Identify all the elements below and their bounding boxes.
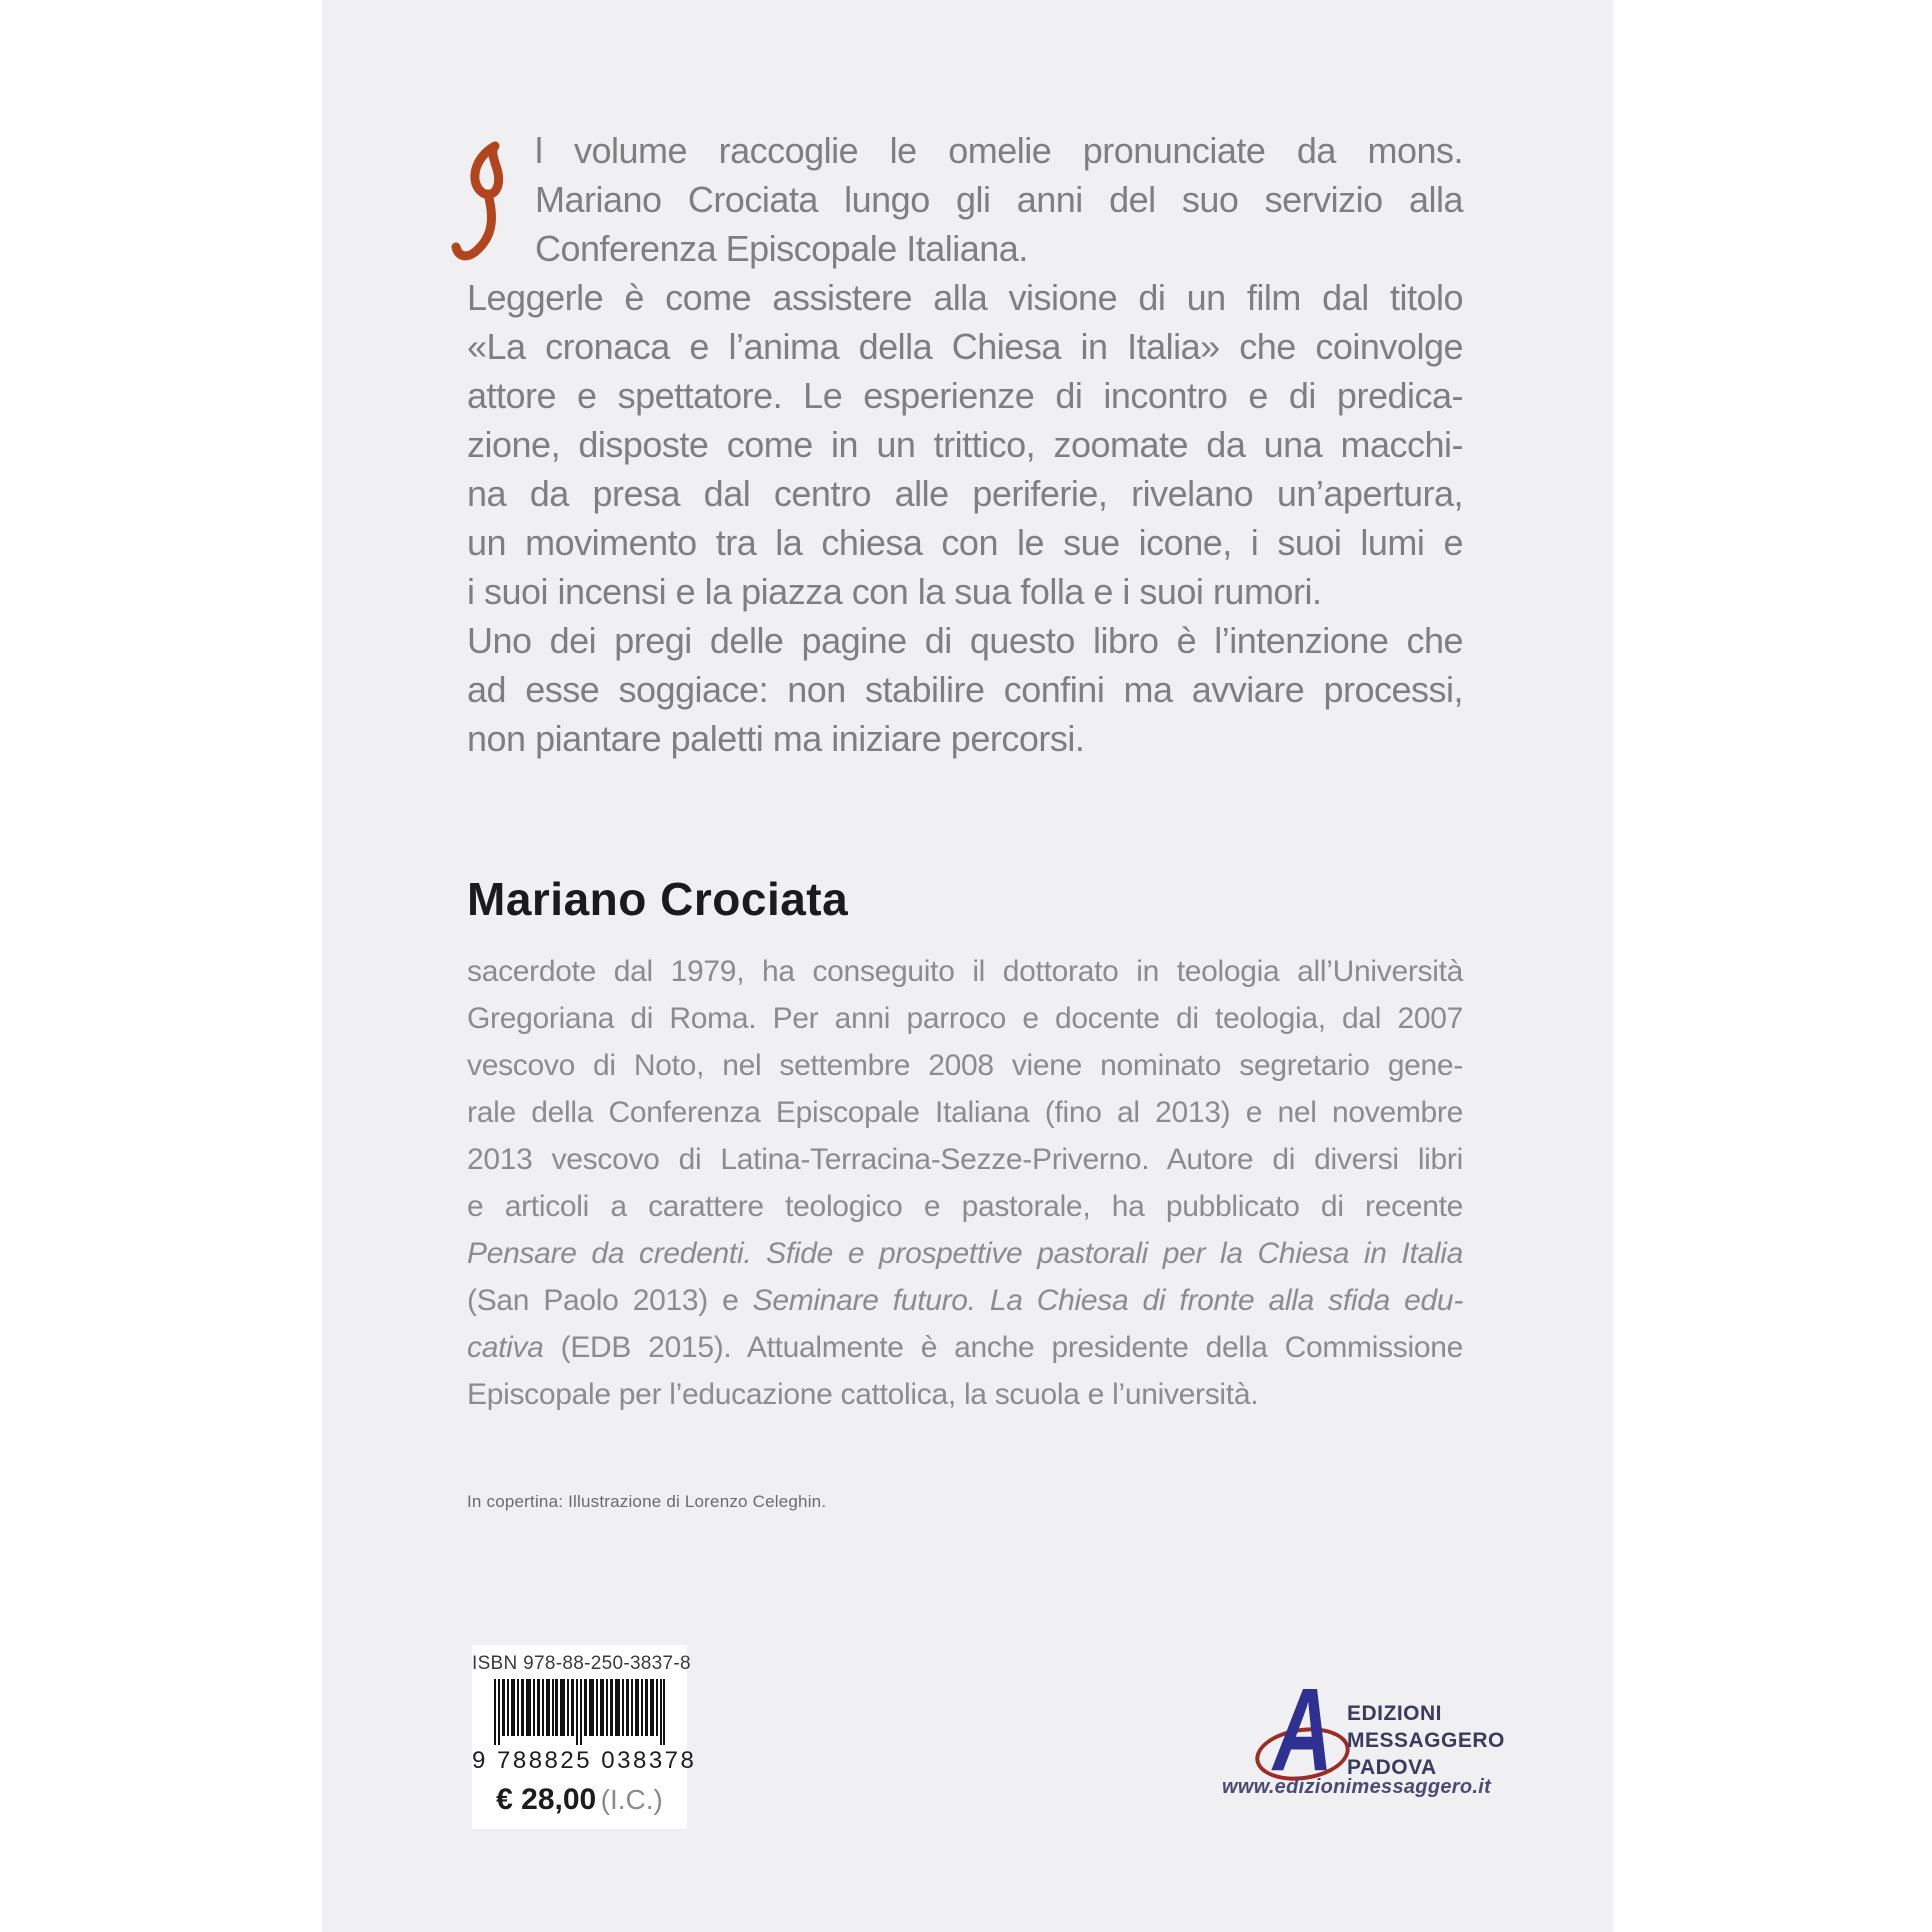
text-line [467,518,1463,567]
text-segment: Episcopale per l’educazione cattolica, la scuola e l’università. [467,1378,1259,1411]
text-segment: attore e spettatore. Le esperienze di incontro e di predica- [467,375,1463,416]
body-paragraph [467,126,1463,763]
text-segment: cativa [467,1331,544,1364]
text-segment: Gregoriana di Roma. Per anni parroco e docente di teologia, dal 2007 [467,1002,1463,1035]
barcode-block [472,1645,697,1829]
text-segment: Mariano Crociata lungo gli anni del suo servizio alla [535,179,1463,220]
text-line [467,273,1463,322]
author-name-heading: Mariano Crociata [467,873,849,925]
text-line [467,1371,1463,1418]
text-line [535,126,1463,175]
text-segment: rale della Conferenza Episcopale Italiana (fino al 2013) e nel novembre [467,1096,1463,1129]
publisher-logo-a-icon: A [1273,1664,1333,1796]
text-segment: 2013 vescovo di Latina-Terracina-Sezze-Priverno. Autore di diversi libri [467,1143,1463,1176]
price-row [472,1783,687,1817]
text-segment: un movimento tra la chiesa con le sue icone, i suoi lumi e [467,522,1463,563]
text-line [467,420,1463,469]
publisher-name [1347,1700,1505,1781]
text-line [467,948,1463,995]
text-segment: (San Paolo 2013) e [467,1284,753,1317]
text-line [1347,1700,1505,1727]
author-bio [467,948,1463,1418]
text-segment: Pensare da credenti. Sfide e prospettive pastorali per la Chiesa in Italia [467,1237,1463,1270]
text-line [467,1324,1463,1371]
text-line [1347,1727,1505,1754]
text-line [467,1089,1463,1136]
text-line [467,567,1463,616]
price-value: € 28,00 [496,1783,597,1816]
isbn-label: ISBN 978-88-250-3837-8 [472,1653,691,1674]
text-line [535,224,1463,273]
text-line [467,714,1463,763]
book-back-cover [322,0,1613,1932]
publisher-website: www.edizionimessaggero.it [1222,1776,1492,1798]
text-line [467,1183,1463,1230]
text-segment: MESSAGGERO [1347,1729,1505,1752]
text-line [467,1277,1463,1324]
text-line [467,1136,1463,1183]
text-line [467,665,1463,714]
text-segment: Seminare futuro. La Chiesa di fronte alla sfida edu- [752,1284,1464,1317]
text-segment: l volume raccoglie le omelie pronunciate da mons. [535,130,1463,171]
text-segment: PADOVA [1347,1756,1437,1779]
text-segment: i suoi incensi e la piazza con la sua folla e i suoi rumori. [467,571,1322,612]
text-segment: non piantare paletti ma iniziare percorsi. [467,718,1085,759]
barcode-digits: 9 788825 038378 [472,1747,697,1774]
text-segment: EDIZIONI [1347,1702,1443,1725]
text-segment: Uno dei pregi delle pagine di questo libro è l’intenzione che [467,620,1463,661]
text-line [467,1230,1463,1277]
text-segment: zione, disposte come in un trittico, zoomate da una macchi- [467,424,1463,465]
price-note: (I.C.) [600,1784,663,1815]
text-line [467,995,1463,1042]
text-line [467,322,1463,371]
text-segment: vescovo di Noto, nel settembre 2008 viene nominato segretario gene- [467,1049,1463,1082]
text-segment: na da presa dal centro alle periferie, rivelano un’apertura, [467,473,1463,514]
text-line [535,175,1463,224]
text-line [467,371,1463,420]
text-line [467,616,1463,665]
text-segment: (EDB 2015). Attualmente è anche presidente della Commissione [543,1331,1463,1364]
text-segment: Leggerle è come assistere alla visione di un film dal titolo [467,277,1463,318]
text-segment: e articoli a carattere teologico e pastorale, ha pubblicato di recente [467,1190,1463,1223]
cover-credit: In copertina: Illustrazione di Lorenzo Celeghin. [467,1492,827,1511]
text-segment: «La cronaca e l’anima della Chiesa in Italia» che coinvolge [467,326,1463,367]
text-line [467,469,1463,518]
text-segment: ad esse soggiace: non stabilire confini ma avviare processi, [467,669,1463,710]
text-segment: sacerdote dal 1979, ha conseguito il dottorato in teologia all’Università [467,955,1463,988]
text-segment: Conferenza Episcopale Italiana. [535,228,1028,269]
text-line [467,1042,1463,1089]
ean-barcode-icon [494,1679,665,1745]
